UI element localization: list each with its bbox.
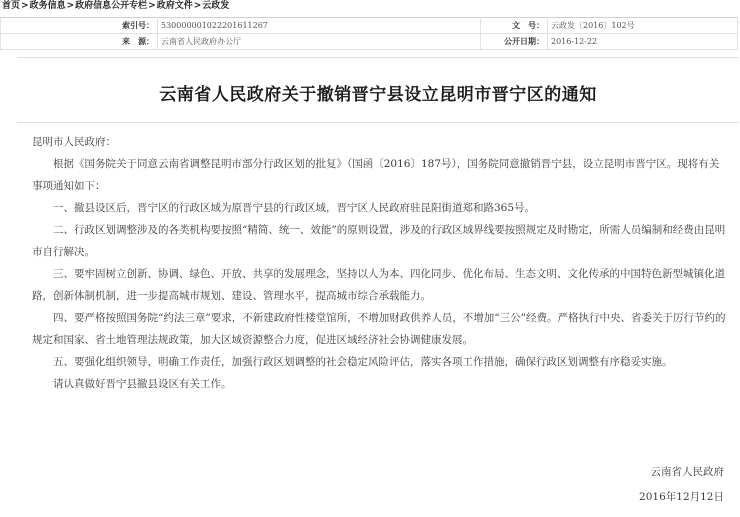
index-value: 530000001022201611267	[158, 18, 481, 34]
publish-date-value: 2016-12-22	[548, 34, 738, 50]
body-paragraph: 五、要强化组织领导，明确工作责任，加强行政区划调整的社会稳定风险评估，落实各项工作措施，确保行政区划调整有序稳妥实施。	[53, 356, 673, 368]
meta-row	[1, 34, 738, 50]
title-block	[17, 57, 739, 123]
document-body	[32, 131, 728, 395]
body-paragraph: 根据《国务院关于同意云南省调整昆明市部分行政区划的批复》（国函〔2016〕187号），国务院同意撤销晋宁县，设立昆明市晋宁区。现将有关事项通知如下：	[32, 158, 720, 192]
breadcrumb-separator: >	[21, 1, 29, 11]
source-label: 来 源：	[1, 34, 158, 50]
breadcrumb-home-link[interactable]: 首页	[2, 1, 21, 11]
breadcrumb-link-gov-docs[interactable]: 政府文件	[156, 1, 193, 11]
signature-date: 2016年12月12日	[639, 491, 724, 503]
publish-date-label: 公开日期：	[481, 34, 548, 50]
breadcrumb	[0, 0, 740, 13]
breadcrumb-link-disclosure[interactable]: 政府信息公开专栏	[75, 1, 148, 11]
body-paragraph: 二、行政区划调整涉及的各类机构要按照“精简、统一、效能”的原则设置，涉及的行政区域界线要按照规定及时勘定，所需人员编制和经费由昆明市自行解决。	[32, 224, 726, 258]
breadcrumb-separator: >	[193, 1, 202, 11]
salutation: 昆明市人民政府：	[32, 136, 116, 148]
doc-number-label: 文 号：	[481, 18, 548, 34]
breadcrumb-link-yunzhengfa[interactable]: 云政发	[202, 1, 230, 11]
source-value: 云南省人民政府办公厅	[158, 34, 481, 50]
document-title: 云南省人民政府关于撤销晋宁县设立昆明市晋宁区的通知	[159, 85, 597, 105]
index-label: 索引号：	[1, 18, 158, 34]
doc-number-value: 云政发〔2016〕102号	[548, 18, 738, 34]
meta-row	[1, 18, 738, 34]
breadcrumb-link-gov-info[interactable]: 政务信息	[29, 1, 66, 11]
breadcrumb-separator: >	[148, 1, 156, 11]
body-paragraph: 请认真做好晋宁县撤县设区有关工作。	[53, 378, 232, 390]
body-paragraph: 四、要严格按照国务院“约法三章”要求，不新建政府性楼堂馆所，不增加财政供养人员，不增加“三公”经费。严格执行中央、省委关于厉行节约的规定和国家、省土地管理法规政策，加大区域资源整合力度，促进区域经济社会协调健康发展。	[32, 312, 726, 346]
body-paragraph: 一、撤县设区后，晋宁区的行政区域为原晋宁县的行政区域，晋宁区人民政府驻昆阳街道郑和路365号。	[53, 202, 536, 214]
document-meta-table	[0, 17, 738, 50]
signature-org: 云南省人民政府	[650, 466, 724, 478]
body-paragraph: 三、要牢固树立创新、协调、绿色、开放、共享的发展理念，坚持以人为本、四化同步、优化布局、生态文明、文化传承的中国特色新型城镇化道路，创新体制机制，进一步提高城市规划、建设、管理水平，提高城市综合承载能力。	[32, 268, 725, 302]
breadcrumb-separator: >	[66, 1, 75, 11]
